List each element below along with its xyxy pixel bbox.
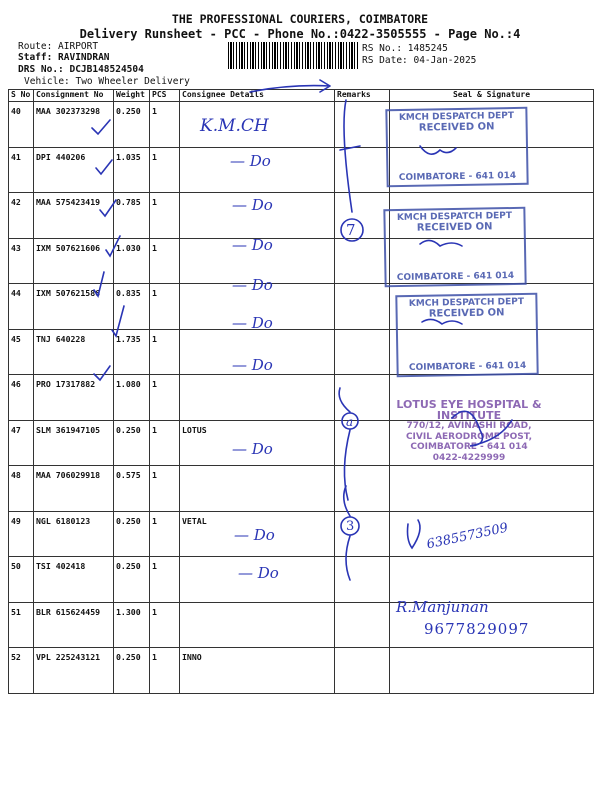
stamp-line: RECEIVED ON xyxy=(418,121,495,134)
stamp-line: CIVIL AERODROME POST, xyxy=(405,431,533,442)
cell-sno: 49 xyxy=(9,511,34,557)
cell-sno: 47 xyxy=(9,420,34,466)
signature-stroke xyxy=(420,240,462,246)
cell-sno: 50 xyxy=(9,557,34,603)
arrow-line xyxy=(340,146,360,150)
cell-consignment: DPI 440206 xyxy=(34,147,114,193)
col-remarks: Remarks xyxy=(335,90,390,102)
stamp-line: 0422-4229999 xyxy=(432,452,506,463)
signature-phone-50: 6385573509 xyxy=(425,520,510,553)
cell-pcs: 1 xyxy=(150,420,180,466)
tick-mark xyxy=(94,366,110,380)
tick-mark xyxy=(106,236,120,256)
cell-pcs: 1 xyxy=(150,648,180,694)
cell-pcs: 1 xyxy=(150,238,180,284)
cell-pcs: 1 xyxy=(150,557,180,603)
tick-mark xyxy=(94,272,104,296)
signature-stroke xyxy=(420,146,456,154)
cell-weight: 0.785 xyxy=(114,193,150,239)
staff-label: Staff: RAVINDRAN xyxy=(18,52,110,63)
signature-name-52: R.Manjunan xyxy=(396,598,489,616)
drs-number: DRS No.: DCJB148524504 xyxy=(18,64,144,75)
col-pcs: PCS xyxy=(150,90,180,102)
handwriting-ditto: — Do xyxy=(232,440,273,458)
handwriting-circle-number: 3 xyxy=(346,519,355,534)
cell-weight: 0.250 xyxy=(114,557,150,603)
cell-consignment: MAA 706029918 xyxy=(34,466,114,512)
cell-weight: 0.250 xyxy=(114,511,150,557)
tick-mark xyxy=(92,120,110,134)
cell-sno: 43 xyxy=(9,238,34,284)
cell-consignment: MAA 575423419 xyxy=(34,193,114,239)
cell-pcs: 1 xyxy=(150,511,180,557)
route-label: Route: AIRPORT xyxy=(18,41,99,52)
handwriting-ditto: — Do xyxy=(232,196,273,214)
tick-mark xyxy=(96,160,112,174)
handwriting-ditto: — Do xyxy=(232,356,273,374)
circle-mark xyxy=(342,413,358,429)
cell-sno: 51 xyxy=(9,602,34,648)
stamp-line: COIMBATORE - 641 014 xyxy=(398,170,517,184)
cell-sno: 45 xyxy=(9,329,34,375)
col-consignment: Consignment No xyxy=(34,90,114,102)
stamp-line: LOTUS EYE HOSPITAL & INSTITUTE xyxy=(396,398,542,422)
stamp-line: COIMBATORE - 641 014 xyxy=(410,442,528,452)
handwriting-ditto: — Do xyxy=(232,314,273,332)
col-consignee: Consignee Details xyxy=(180,90,335,102)
handwriting-circle-letter: a xyxy=(346,415,354,429)
cell-weight: 0.250 xyxy=(114,420,150,466)
signature-phone-52: 9677829097 xyxy=(424,620,530,638)
cell-pcs: 1 xyxy=(150,329,180,375)
cell-consignment: NGL 6180123 xyxy=(34,511,114,557)
cell-weight: 1.030 xyxy=(114,238,150,284)
rs-date: RS Date: 04-Jan-2025 xyxy=(362,55,477,66)
cell-consignment: MAA 302373298 xyxy=(34,102,114,148)
stamp-line: COIMBATORE - 641 014 xyxy=(408,360,527,374)
stamp-line: KMCH DESPATCH DEPT xyxy=(396,211,513,224)
cell-sno: 48 xyxy=(9,466,34,512)
tick-mark xyxy=(112,306,124,336)
cell-consignee: LOTUS xyxy=(180,420,335,466)
cell-weight: 1.735 xyxy=(114,329,150,375)
stamp-line: COIMBATORE - 641 014 xyxy=(396,270,515,284)
cell-sno: 46 xyxy=(9,375,34,421)
cell-consignee: VETAL xyxy=(180,511,335,557)
handwriting-circle-number: 7 xyxy=(346,221,356,239)
cell-consignment: IXM 507621606 xyxy=(34,238,114,284)
cell-consignment: VPL 225243121 xyxy=(34,648,114,694)
cell-weight: 0.575 xyxy=(114,466,150,512)
company-title: THE PROFESSIONAL COURIERS, COIMBATORE xyxy=(171,12,429,26)
cell-pcs: 1 xyxy=(150,466,180,512)
runsheet-subtitle: Delivery Runsheet - PCC - Phone No.:0422-3505555 - Page No.:4 xyxy=(79,27,521,41)
stamp-line: RECEIVED ON xyxy=(428,307,505,320)
cell-pcs: 1 xyxy=(150,193,180,239)
cell-pcs: 1 xyxy=(150,375,180,421)
cell-weight: 0.250 xyxy=(114,102,150,148)
cell-sno: 44 xyxy=(9,284,34,330)
cell-weight: 1.080 xyxy=(114,375,150,421)
bracket-line xyxy=(344,100,352,212)
cell-sno: 42 xyxy=(9,193,34,239)
handwriting-ditto: — Do xyxy=(232,236,273,254)
cell-sno: 41 xyxy=(9,147,34,193)
circle-mark xyxy=(341,219,363,241)
col-sno: S No xyxy=(9,90,34,102)
stamp-line: 770/12, AVINASHI ROAD, xyxy=(406,421,532,431)
arrow-line xyxy=(250,80,330,92)
cell-weight: 1.300 xyxy=(114,602,150,648)
cell-pcs: 1 xyxy=(150,284,180,330)
stamp-line: KMCH DESPATCH DEPT xyxy=(398,111,515,124)
cell-pcs: 1 xyxy=(150,147,180,193)
cell-consignment: PRO 17317882 xyxy=(34,375,114,421)
handwriting-kmch: K.M.CH xyxy=(200,116,269,136)
col-weight: Weight xyxy=(114,90,150,102)
stamp-line: RECEIVED ON xyxy=(416,221,493,234)
handwriting-ditto: — Do xyxy=(238,564,279,582)
rs-number: RS No.: 1485245 xyxy=(362,43,448,54)
col-seal: Seal & Signature xyxy=(390,90,594,102)
cell-consignee: INNO xyxy=(180,648,335,694)
cell-weight: 0.835 xyxy=(114,284,150,330)
vehicle-label: Vehicle: Two Wheeler Delivery xyxy=(24,76,190,87)
tick-mark xyxy=(100,200,116,216)
cell-pcs: 1 xyxy=(150,102,180,148)
handwriting-ditto: — Do xyxy=(230,152,271,170)
signature-stroke xyxy=(422,319,462,324)
handwriting-ditto: — Do xyxy=(232,276,273,294)
cell-sno: 40 xyxy=(9,102,34,148)
handwriting-ditto: — Do xyxy=(234,526,275,544)
cell-weight: 0.250 xyxy=(114,648,150,694)
signature-stroke xyxy=(452,411,512,446)
cell-consignment: SLM 361947105 xyxy=(34,420,114,466)
cell-pcs: 1 xyxy=(150,602,180,648)
cell-consignment: BLR 615624459 xyxy=(34,602,114,648)
stamp-line: KMCH DESPATCH DEPT xyxy=(408,297,525,310)
cell-consignment: IXM 507621586 xyxy=(34,284,114,330)
signature-stroke xyxy=(408,520,421,548)
cell-consignment: TSI 402418 xyxy=(34,557,114,603)
cell-sno: 52 xyxy=(9,648,34,694)
bracket-line xyxy=(339,388,350,500)
circle-mark xyxy=(341,517,359,535)
cell-consignment: TNJ 640228 xyxy=(34,329,114,375)
cell-weight: 1.035 xyxy=(114,147,150,193)
